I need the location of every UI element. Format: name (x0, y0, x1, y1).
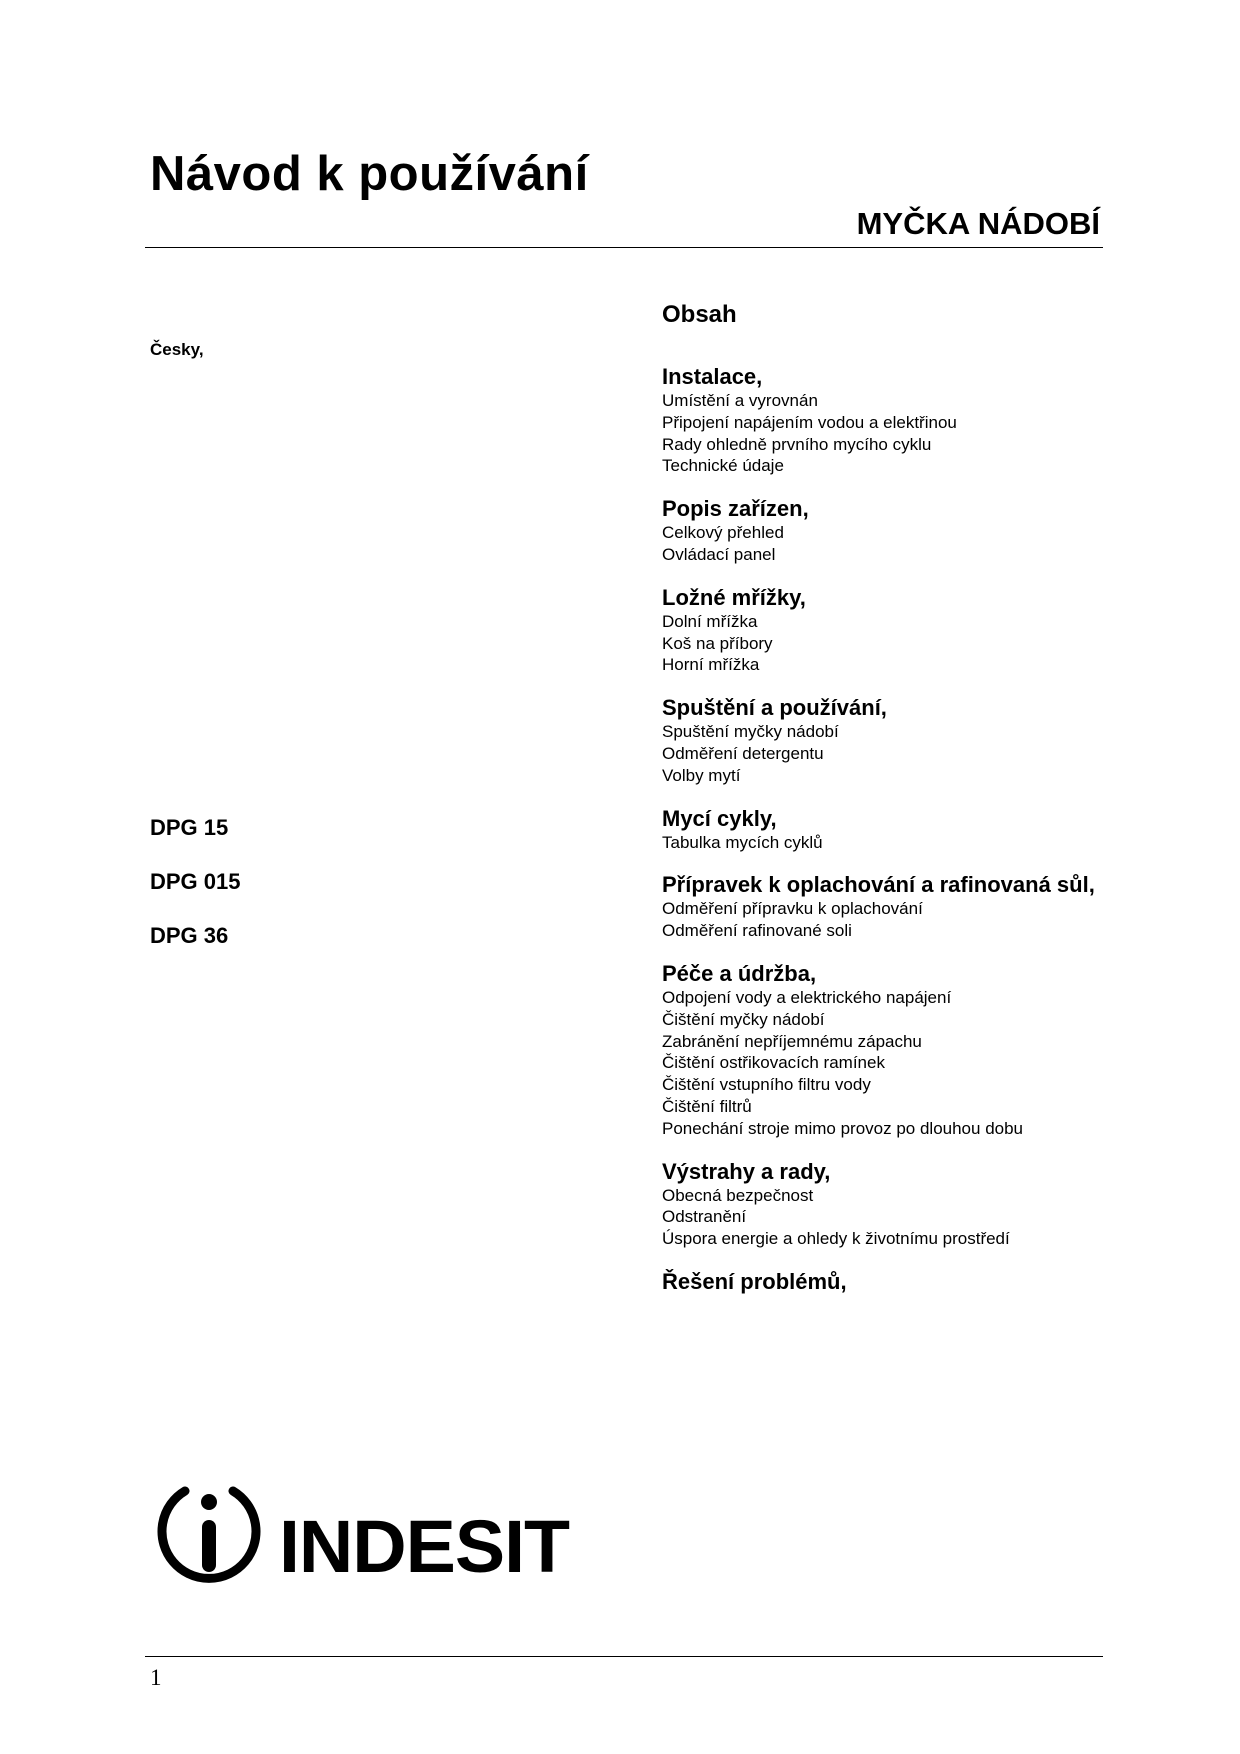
indesit-logo (155, 1484, 575, 1590)
toc-section-title: Výstrahy a rady, (662, 1158, 831, 1184)
toc-section-title: Spuštění a používání, (662, 695, 887, 721)
toc-section-title: Řešení problémů, (662, 1268, 847, 1294)
page-number: 1 (150, 1665, 162, 1690)
toc-item: Odpojení vody a elektrického napájení (662, 987, 952, 1007)
toc-item: Volby mytí (662, 765, 741, 785)
toc-item: Čištění vstupního filtru vody (662, 1075, 871, 1095)
model-list (150, 814, 241, 976)
toc-item: Horní mřížka (662, 655, 760, 675)
toc-item: Ovládací panel (662, 544, 776, 564)
language-label: Česky, (150, 340, 204, 359)
toc-title: Obsah (662, 301, 737, 328)
toc-section-title: Přípravek k oplachování a rafinovaná sůl, (662, 872, 1095, 898)
toc-section-description (662, 497, 1102, 566)
toc-item: Rady ohledně prvního mycího cyklu (662, 434, 932, 454)
toc-item: Čištění ostřikovacích ramínek (662, 1053, 885, 1073)
toc-item: Zabránění nepříjemnému zápachu (662, 1031, 922, 1051)
toc-item: Odměření přípravku k oplachování (662, 899, 923, 919)
header-divider (145, 247, 1103, 248)
toc-section-racks (662, 586, 1102, 676)
toc-section-title: Popis zařízen, (662, 496, 809, 522)
footer-divider (145, 1656, 1103, 1657)
toc-item: Technické údaje (662, 456, 784, 476)
toc-item: Čištění filtrů (662, 1096, 752, 1116)
toc-item: Odměření rafinované soli (662, 921, 852, 941)
document-subtitle: MYČKA NÁDOBÍ (856, 206, 1100, 241)
toc-section-title: Ložné mřížky, (662, 584, 806, 610)
toc-section-warnings (662, 1160, 1102, 1250)
toc-section-title: Mycí cykly, (662, 805, 777, 831)
model-name: DPG 36 (150, 923, 229, 948)
toc-item: Obecná bezpečnost (662, 1185, 814, 1205)
toc-item: Umístění a vyrovnán (662, 391, 818, 410)
toc-item: Koš na příbory (662, 633, 773, 653)
toc-item: Odměření detergentu (662, 743, 824, 763)
toc-item: Celkový přehled (662, 523, 784, 543)
toc-section-title: Instalace, (662, 364, 763, 389)
indesit-wordmark: INDESIT (279, 1505, 570, 1588)
toc-item: Tabulka mycích cyklů (662, 832, 823, 852)
document-title: Návod k používání (150, 147, 589, 201)
toc-item: Čištění myčky nádobí (662, 1009, 825, 1029)
toc-section-wash-cycles (662, 807, 1102, 854)
toc-item: Ponechání stroje mimo provoz po dlouhou dobu (662, 1118, 1024, 1138)
model-name: DPG 15 (150, 815, 229, 840)
toc-item: Odstranění (662, 1207, 747, 1227)
toc-section-installation (662, 365, 1102, 477)
indesit-circle-i-icon (162, 1491, 256, 1578)
toc-item: Úspora energie a ohledy k životnímu prostředí (662, 1229, 1010, 1249)
table-of-contents (662, 298, 1102, 1314)
toc-section-rinse-aid-salt (662, 873, 1102, 942)
toc-item: Dolní mřížka (662, 611, 758, 631)
toc-section-troubleshooting (662, 1270, 1102, 1294)
toc-section-start-and-use (662, 696, 1102, 786)
toc-item: Připojení napájením vodou a elektřinou (662, 412, 957, 432)
toc-section-care-maintenance (662, 962, 1102, 1140)
toc-item: Spuštění myčky nádobí (662, 722, 839, 742)
toc-section-title: Péče a údržba, (662, 960, 817, 986)
model-name: DPG 015 (150, 869, 241, 894)
